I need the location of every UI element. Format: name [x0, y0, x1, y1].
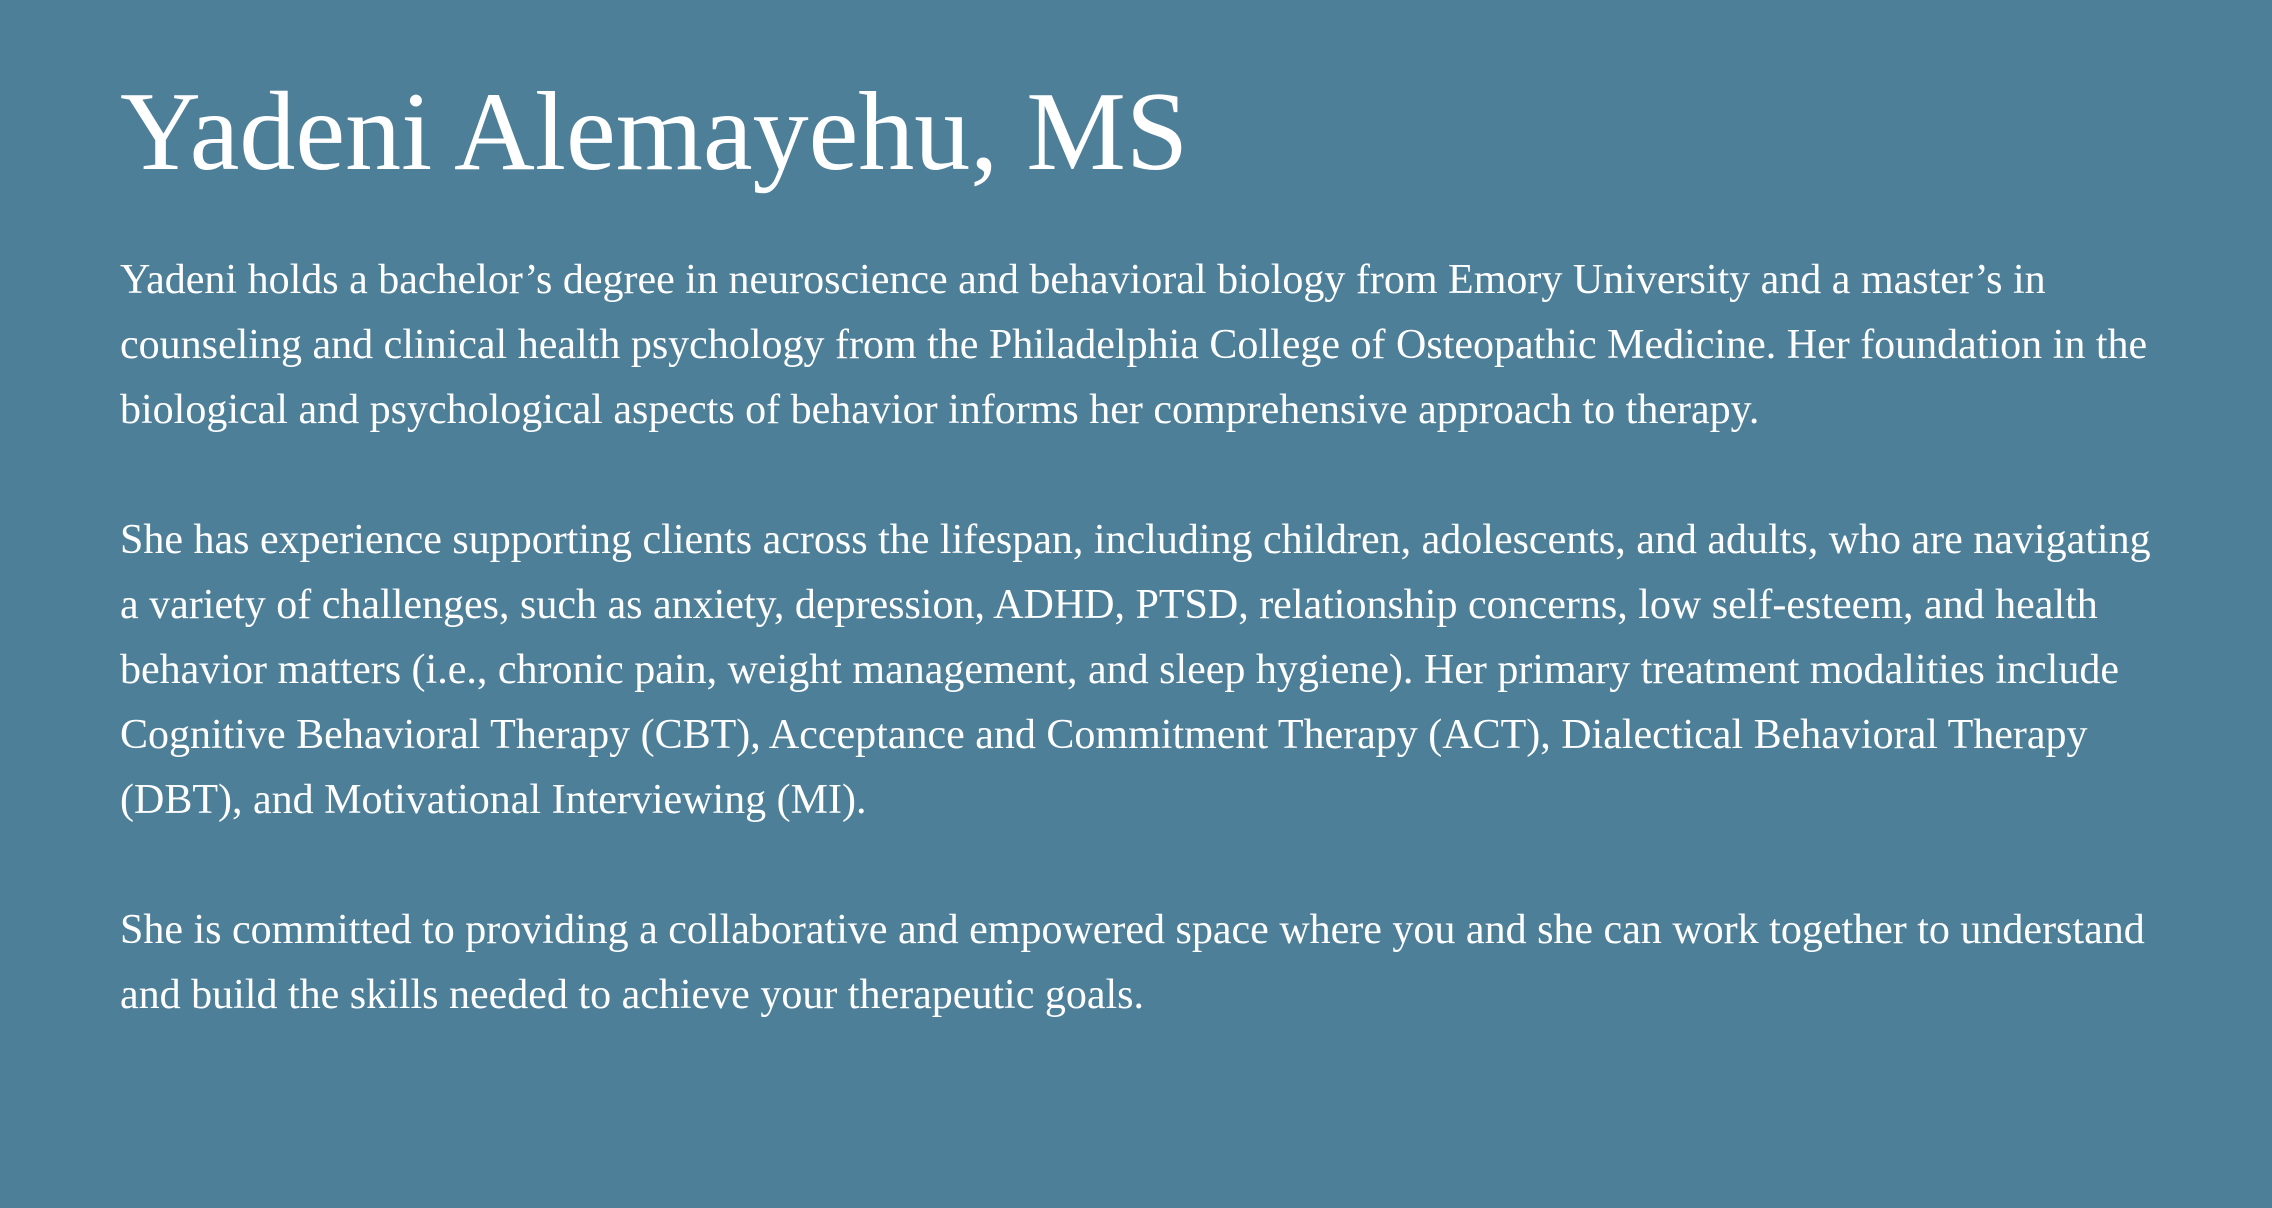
bio-paragraph-experience: She has experience supporting clients across the lifespan, including children, adolescents, and adults, who are navigating a variety of challenges, such as anxiety, depression, ADHD, PTSD, relationship concerns, low self-esteem, and health behavior matters (i.e., chronic pain, weight management, and sleep hygiene). Her primary treatment modalities include Cognitive Behavioral Therapy (CBT), Acceptance and Commitment Therapy (ACT), Dialectical Behavioral Therapy (DBT), and Motivational Interviewing (MI).: [120, 516, 2151, 823]
bio-paragraph-approach: She is committed to providing a collaborative and empowered space where you and she can work together to understand and build the skills needed to achieve your therapeutic goals.: [120, 906, 2145, 1018]
bio-section: [120, 72, 2160, 1028]
clinician-name: Yadeni Alemayehu, MS: [120, 70, 1189, 194]
bio-paragraph-education: Yadeni holds a bachelor’s degree in neuroscience and behavioral biology from Emory University and a master’s in counseling and clinical health psychology from the Philadelphia College of Osteopathic Medicine. Her foundation in the biological and psychological aspects of behavior informs her comprehensive approach to therapy.: [120, 256, 2148, 433]
